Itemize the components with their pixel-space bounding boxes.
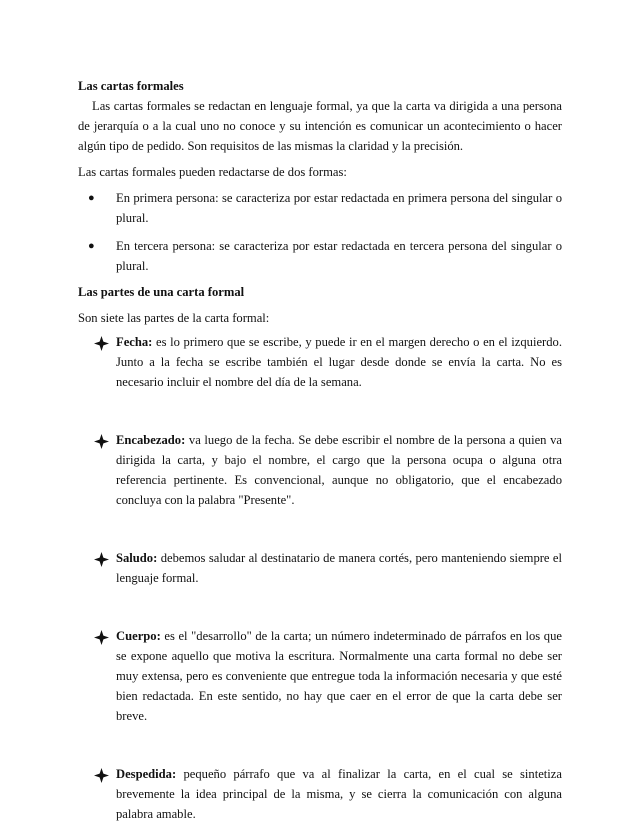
part-term: Saludo: bbox=[116, 551, 158, 565]
section-title-cartas-formales: Las cartas formales bbox=[78, 79, 184, 93]
diamond-bullet-icon bbox=[94, 336, 109, 351]
bullet-dot-icon: ● bbox=[88, 240, 95, 252]
part-text: debemos saludar al destinatario de manera cortés, pero manteniendo siempre el lenguaje formal. bbox=[116, 551, 562, 585]
list-item bbox=[78, 236, 562, 276]
list-item-text: En tercera persona: se caracteriza por estar redactada en tercera persona del singular o plural. bbox=[116, 239, 562, 273]
diamond-bullet-icon bbox=[94, 768, 109, 783]
list-item bbox=[78, 188, 562, 228]
parts-intro: Son siete las partes de la carta formal: bbox=[78, 311, 270, 325]
bullet-dot-icon: ● bbox=[88, 192, 95, 204]
diamond-bullet-icon bbox=[94, 434, 109, 449]
parts-list bbox=[78, 332, 562, 824]
list-item bbox=[78, 764, 562, 824]
part-text: va luego de la fecha. Se debe escribir el nombre de la persona a quien va dirigida la carta, y bajo el nombre, el cargo que la persona ocupa o alguna otra referencia pertinente. Es convencional, aunque no obligatorio, que el encabezado concluya con la palabra "Presente". bbox=[116, 433, 562, 507]
list-item bbox=[78, 548, 562, 588]
document-page bbox=[78, 76, 562, 824]
part-text: pequeño párrafo que va al finalizar la carta, en el cual se sintetiza brevemente la idea principal de la misma, y se cierra la comunicación con alguna palabra amable. bbox=[116, 767, 562, 821]
part-term: Cuerpo: bbox=[116, 629, 161, 643]
diamond-bullet-icon bbox=[94, 630, 109, 645]
part-text: es lo primero que se escribe, y puede ir en el margen derecho o en el izquierdo. Junto a la fecha se escribe también el lugar desde donde se envía la carta. No es necesario incluir el nombre del día de la semana. bbox=[116, 335, 562, 389]
part-term: Fecha: bbox=[116, 335, 153, 349]
list-item bbox=[78, 430, 562, 510]
forms-list bbox=[78, 188, 562, 276]
list-item bbox=[78, 626, 562, 726]
forms-intro: Las cartas formales pueden redactarse de dos formas: bbox=[78, 165, 347, 179]
list-item bbox=[78, 332, 562, 392]
part-text: es el "desarrollo" de la carta; un número indeterminado de párrafos en los que se expone aquello que motiva la escritura. Normalmente una carta formal no debe ser muy extensa, pero es conveniente que entregue toda la información necesaria y que esté bien redactada. En este sentido, no hay que caer en el error de que la carta debe ser breve. bbox=[116, 629, 562, 723]
part-term: Encabezado: bbox=[116, 433, 186, 447]
section-title-partes: Las partes de una carta formal bbox=[78, 285, 245, 299]
list-item-text: En primera persona: se caracteriza por estar redactada en primera persona del singular o plural. bbox=[116, 191, 562, 225]
intro-paragraph: Las cartas formales se redactan en lenguaje formal, ya que la carta va dirigida a una persona de jerarquía o a la cual uno no conoce y su intención es comunicar un acontecimiento o hacer algún tipo de pedido. Son requisitos de las mismas la claridad y la precisión. bbox=[78, 99, 562, 153]
part-term: Despedida: bbox=[116, 767, 177, 781]
diamond-bullet-icon bbox=[94, 552, 109, 567]
